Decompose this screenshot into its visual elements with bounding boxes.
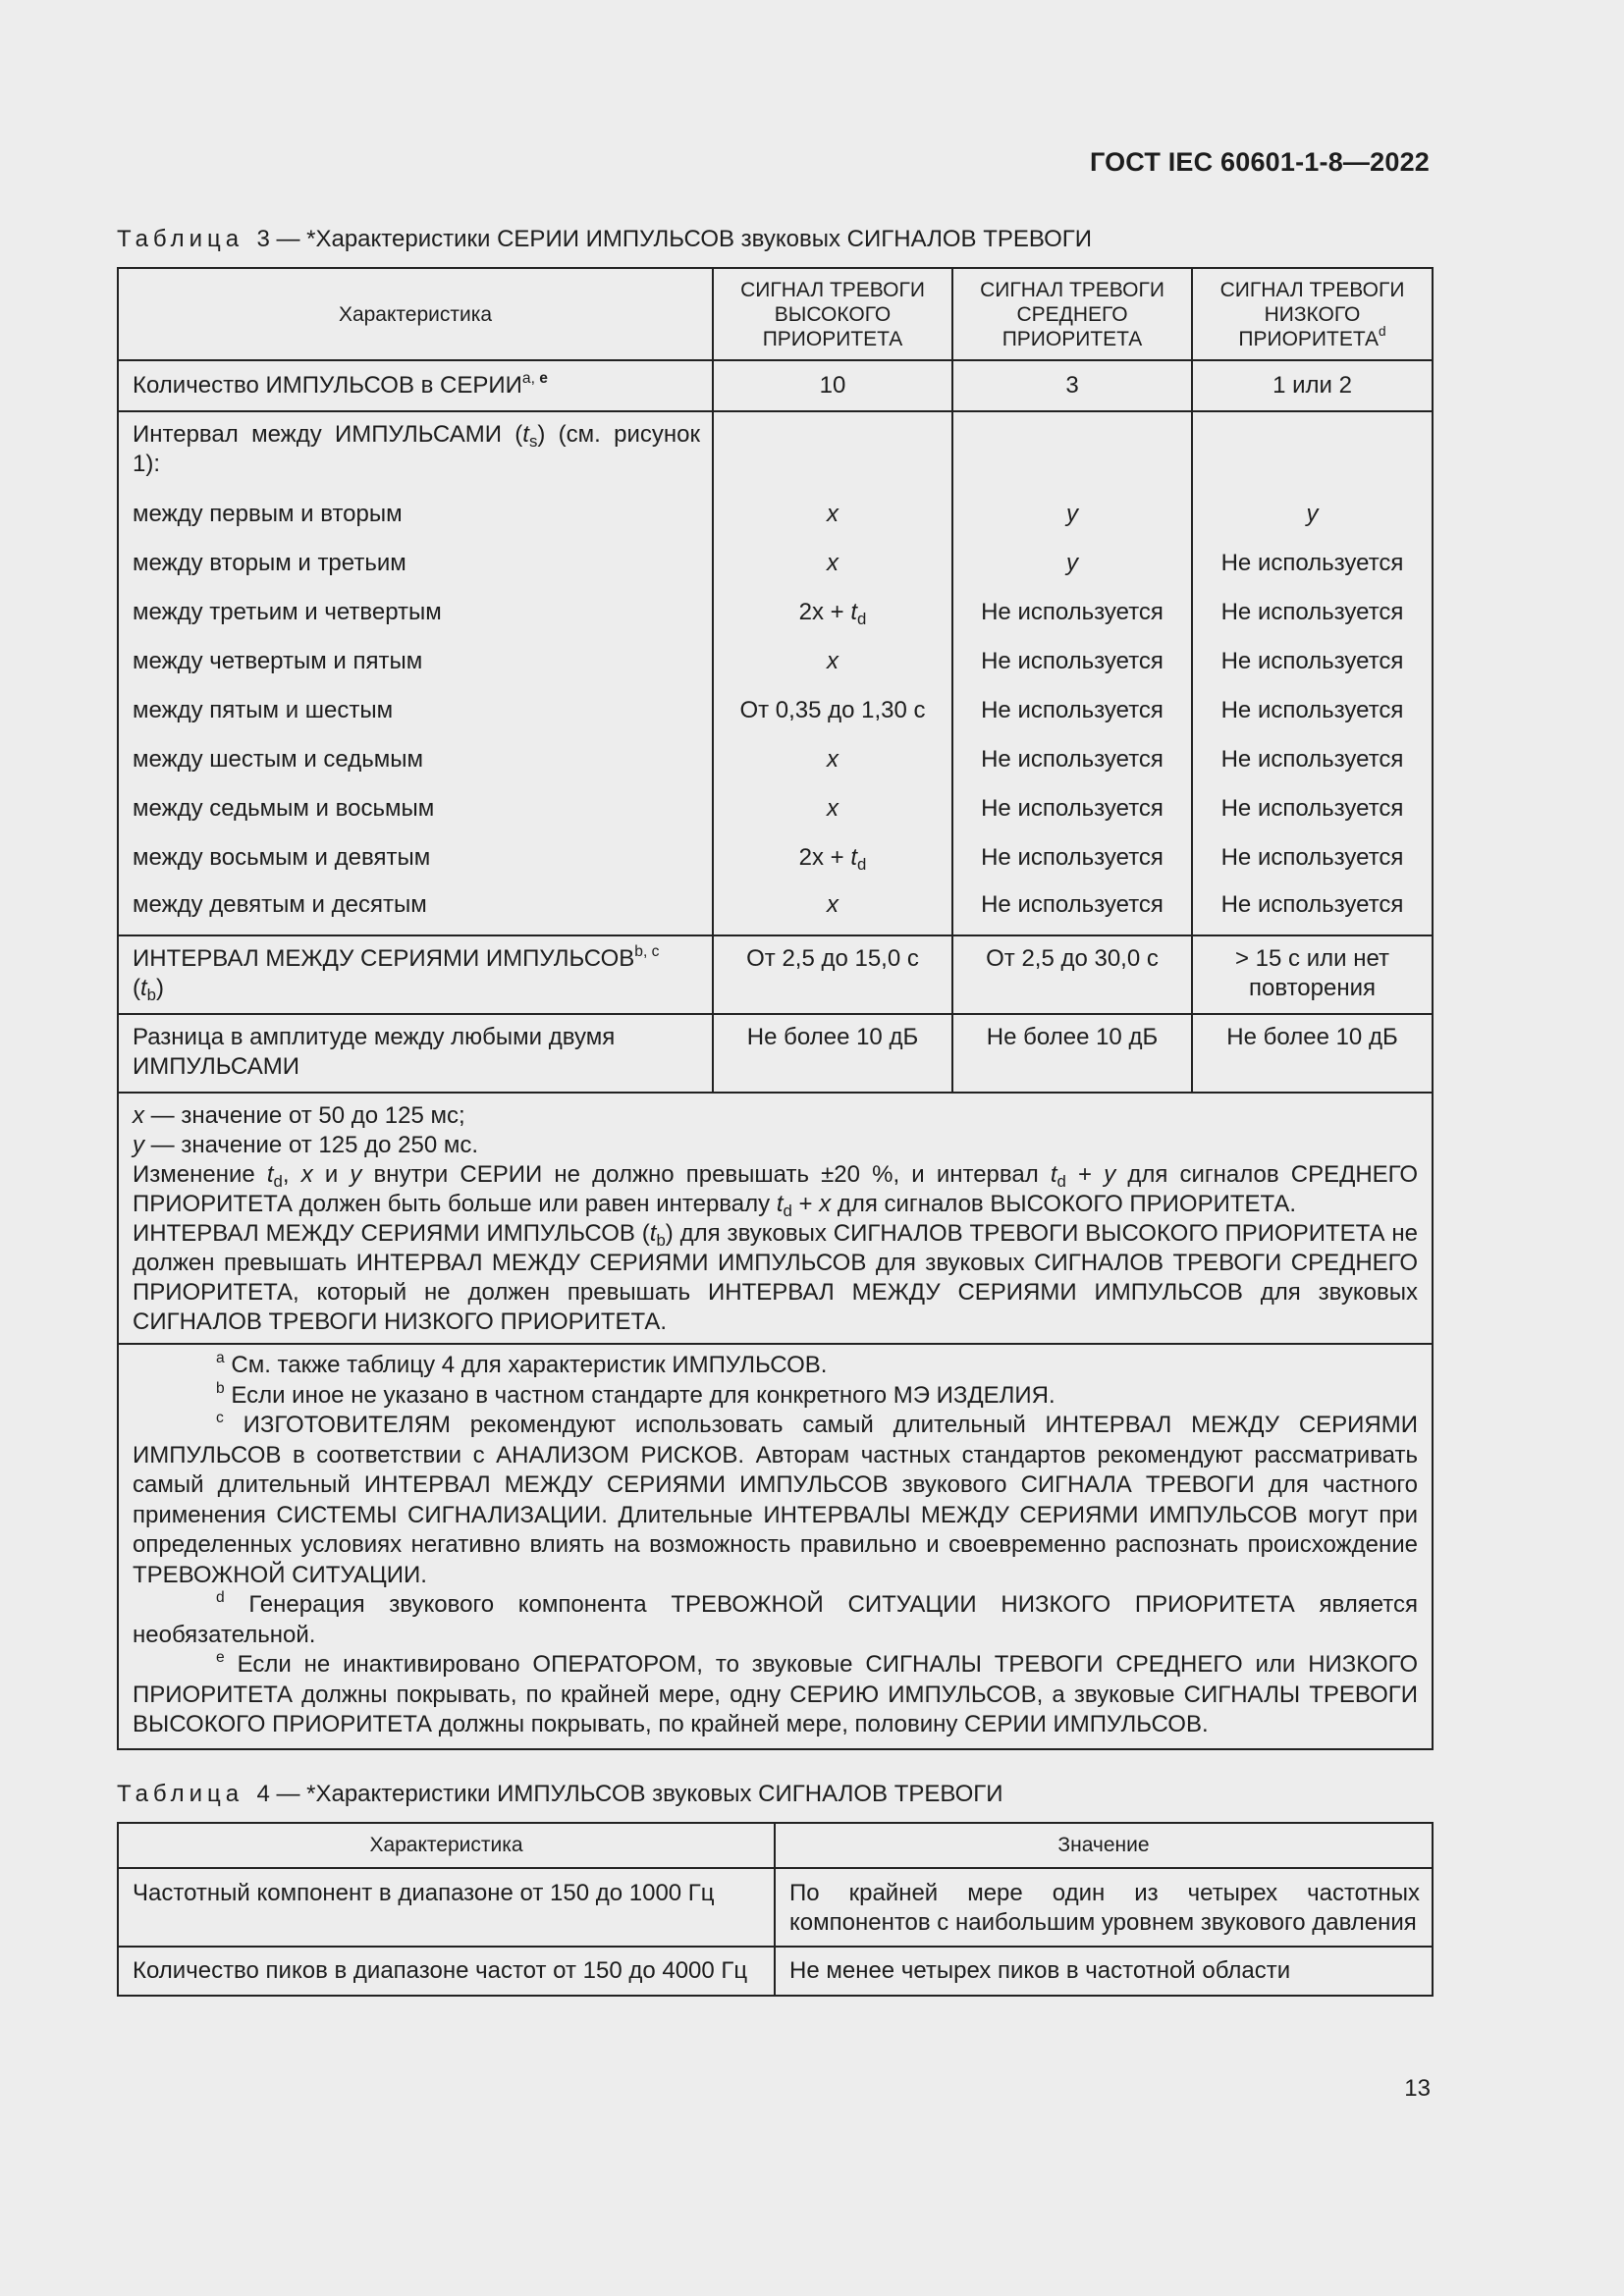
interval-low: Не используется (1192, 539, 1433, 588)
table3-footnotes-row (118, 1344, 1433, 1749)
interval-high-value: x (827, 746, 839, 773)
table4-caption-label: Таблица (117, 1781, 244, 1807)
amplitude-high: Не более 10 дБ (713, 1014, 952, 1093)
table4-header-value: Значение (775, 1823, 1433, 1868)
table3-footnotes (118, 1344, 1433, 1749)
footnote-text: ИЗГОТОВИТЕЛЯМ рекомендуют использовать самый длительный ИНТЕРВАЛ МЕЖДУ СЕРИЯМИ ИМПУЛЬСОВ в соответствии с АНАЛИЗОМ РИСКОВ. Авторам частных стандартов рекомендуют рассматривать самый длительный ИНТЕРВАЛ МЕЖДУ СЕРИЯМИ ИМПУЛЬСОВ звукового СИГНАЛА ТРЕВОГИ для частного применения СИСТЕМЫ СИГНАЛИЗАЦИИ. Длительные ИНТЕРВАЛЫ МЕЖДУ СЕРИЯМИ ИМПУЛЬСОВ могут при определенных условиях негативно влиять на возможность правильно и своевременно распознать происхождение ТРЕВОЖНОЙ СИТУАЦИИ. (133, 1412, 1418, 1588)
burst-low: > 15 с или нет повторения (1192, 935, 1433, 1014)
table4-row-value: По крайней мере один из четырех частотных компонентов с наибольшим уровнем звукового давления (775, 1868, 1433, 1947)
interval-low: Не используется (1192, 833, 1433, 882)
interval-label: между пятым и шестым (118, 686, 713, 735)
interval-row (118, 882, 1433, 935)
document-code: ГОСТ IEC 60601-1-8—2022 (1089, 147, 1430, 177)
table3-header-low-text: СИГНАЛ ТРЕВОГИ НИЗКОГО ПРИОРИТЕТА (1219, 278, 1405, 350)
table4-caption (117, 1781, 1003, 1808)
interval-label: между шестым и седьмым (118, 735, 713, 784)
table3-header-low-sup: d (1379, 323, 1386, 339)
interval-label: между восьмым и девятым (118, 833, 713, 882)
footnote-text: См. также таблицу 4 для характеристик ИМПУЛЬСОВ. (231, 1352, 828, 1378)
interval-row (118, 539, 1433, 588)
footnote (133, 1351, 1418, 1381)
table4-row-label: Частотный компонент в диапазоне от 150 до 1000 Гц (118, 1868, 775, 1947)
note-x-definition: x — значение от 50 до 125 мс; (133, 1102, 465, 1129)
interval-medium (952, 539, 1192, 588)
table3-header-characteristic: Характеристика (118, 268, 713, 360)
interval-row (118, 637, 1433, 686)
burst-label-cell: ИНТЕРВАЛ МЕЖДУ СЕРИЯМИ ИМПУЛЬСОВ$^{b, c}$ $(t_b)$ (118, 935, 713, 1014)
interval-title-empty-medium (952, 411, 1192, 490)
burst-medium: От 2,5 до 30,0 с (952, 935, 1192, 1014)
table3-caption-label: Таблица (117, 226, 244, 252)
interval-high (713, 784, 952, 833)
interval-medium (952, 490, 1192, 539)
table3-notes (118, 1093, 1433, 1344)
footnote-text: Если иное не указано в частном стандарте для конкретного МЭ ИЗДЕЛИЯ. (231, 1381, 1056, 1409)
amplitude-low: Не более 10 дБ (1192, 1014, 1433, 1093)
interval-title-t: t (522, 421, 529, 448)
table3-header-medium: СИГНАЛ ТРЕВОГИ СРЕДНЕГО ПРИОРИТЕТА (952, 268, 1192, 360)
interval-label: между девятым и десятым (118, 882, 713, 935)
interval-high-value: x (827, 891, 839, 918)
table3-notes-row (118, 1093, 1433, 1344)
interval-medium: Не используется (952, 784, 1192, 833)
interval-medium: Не используется (952, 833, 1192, 882)
count-row-sup-e: e (539, 370, 548, 387)
interval-low (1192, 490, 1433, 539)
count-row-label-cell (118, 360, 713, 411)
interval-title-empty-high (713, 411, 952, 490)
count-row-high: 10 (713, 360, 952, 411)
interval-high (713, 637, 952, 686)
interval-high-value: x (827, 648, 839, 674)
note-variation: Изменение $t_d$, x и y внутри СЕРИИ не должно превышать ±20 %, и интервал $t_d + y$ для сигналов СРЕДНЕГО ПРИОРИТЕТА должен быть больше или равен интервалу $t_d + x$ для сигналов ВЫСОКОГО ПРИОРИТЕТА. (133, 1161, 1418, 1220)
footnote (133, 1650, 1418, 1740)
footnote-mark: e (216, 1649, 225, 1666)
table3-caption-text: 3 — *Характеристики СЕРИИ ИМПУЛЬСОВ звуковых СИГНАЛОВ ТРЕВОГИ (256, 226, 1093, 252)
footnote (133, 1381, 1418, 1412)
interval-row (118, 784, 1433, 833)
table3-count-row (118, 360, 1433, 411)
table4-row-label: Количество пиков в диапазоне частот от 150 до 4000 Гц (118, 1947, 775, 1996)
interval-row (118, 833, 1433, 882)
footnote-mark: d (216, 1589, 225, 1606)
interval-medium: Не используется (952, 637, 1192, 686)
count-row-label: Количество ИМПУЛЬСОВ в СЕРИИ (133, 372, 522, 399)
interval-label: между первым и вторым (118, 490, 713, 539)
table3-header-high: СИГНАЛ ТРЕВОГИ ВЫСОКОГО ПРИОРИТЕТА (713, 268, 952, 360)
amplitude-row (118, 1014, 1433, 1093)
interval-row (118, 588, 1433, 637)
interval-high (713, 490, 952, 539)
table3-caption (117, 226, 1092, 253)
footnote-mark: c (216, 1410, 224, 1426)
interval-title (118, 411, 713, 490)
interval-high (713, 735, 952, 784)
interval-low: Не используется (1192, 637, 1433, 686)
interval-row (118, 735, 1433, 784)
burst-t: t (140, 975, 147, 1001)
interval-medium: Не используется (952, 686, 1192, 735)
count-row-medium: 3 (952, 360, 1192, 411)
footnote-mark: b (216, 1379, 225, 1397)
note-burst-interval: ИНТЕРВАЛ МЕЖДУ СЕРИЯМИ ИМПУЛЬСОВ $(t_b)$ для звуковых СИГНАЛОВ ТРЕВОГИ ВЫСОКОГО ПРИОРИТЕТА не должен превышать ИНТЕРВАЛ МЕЖДУ СЕРИЯМИ ИМПУЛЬСОВ для звуковых СИГНАЛОВ ТРЕВОГИ СРЕДНЕГО ПРИОРИТЕТА, который не должен превышать ИНТЕРВАЛ МЕЖДУ СЕРИЯМИ ИМПУЛЬСОВ для звуковых СИГНАЛОВ ТРЕВОГИ НИЗКОГО ПРИОРИТЕТА. (133, 1220, 1418, 1335)
interval-title-part2: ) (см. рисунок 1): (133, 421, 700, 477)
table4-row (118, 1947, 1433, 1996)
interval-low: Не используется (1192, 686, 1433, 735)
table4-caption-text: 4 — *Характеристики ИМПУЛЬСОВ звуковых СИГНАЛОВ ТРЕВОГИ (256, 1781, 1003, 1807)
interval-high: $2x + t_d$ (713, 833, 952, 882)
table3-header-row (118, 268, 1433, 360)
interval-medium: Не используется (952, 735, 1192, 784)
count-row-sup-a: a, (521, 370, 540, 387)
table3-header-low (1192, 268, 1433, 360)
interval-high-value: x (827, 550, 839, 576)
interval-low: Не используется (1192, 588, 1433, 637)
burst-label: ИНТЕРВАЛ МЕЖДУ СЕРИЯМИ ИМПУЛЬСОВ (133, 945, 635, 972)
interval-title-empty-low (1192, 411, 1433, 490)
interval-low: Не используется (1192, 882, 1433, 935)
table3 (117, 267, 1434, 1750)
interval-low: Не используется (1192, 784, 1433, 833)
interval-high: От 0,35 до 1,30 с (713, 686, 952, 735)
interval-high (713, 539, 952, 588)
table4-row-value: Не менее четырех пиков в частотной области (775, 1947, 1433, 1996)
interval-medium: Не используется (952, 882, 1192, 935)
interval-medium: Не используется (952, 588, 1192, 637)
interval-high: $2x + t_d$ (713, 588, 952, 637)
table4-header-characteristic: Характеристика (118, 1823, 775, 1868)
interval-label: между четвертым и пятым (118, 637, 713, 686)
interval-title-part1: Интервал между ИМПУЛЬСАМИ ( (133, 421, 523, 448)
table4 (117, 1822, 1434, 1997)
interval-label: между седьмым и восьмым (118, 784, 713, 833)
amplitude-label: Разница в амплитуде между любыми двумя ИМПУЛЬСАМИ (118, 1014, 713, 1093)
interval-high (713, 882, 952, 935)
interval-low: Не используется (1192, 735, 1433, 784)
burst-sup: b, c (634, 943, 660, 960)
table4-header-row (118, 1823, 1433, 1868)
interval-label: между вторым и третьим (118, 539, 713, 588)
burst-high: От 2,5 до 15,0 с (713, 935, 952, 1014)
interval-high-value: x (827, 795, 839, 822)
amplitude-medium: Не более 10 дБ (952, 1014, 1192, 1093)
burst-interval-row (118, 935, 1433, 1014)
footnote (133, 1411, 1418, 1590)
footnote (133, 1590, 1418, 1650)
interval-high-value: x (827, 501, 839, 527)
interval-row (118, 490, 1433, 539)
interval-medium-value: y (1066, 550, 1078, 576)
burst-sub: b (146, 986, 157, 1004)
footnote-text: Генерация звукового компонента ТРЕВОЖНОЙ СИТУАЦИИ НИЗКОГО ПРИОРИТЕТА является необязательной. (133, 1591, 1418, 1648)
interval-row (118, 686, 1433, 735)
interval-medium-value: y (1066, 501, 1078, 527)
note-y-definition: y — значение от 125 до 250 мс. (133, 1132, 479, 1158)
interval-label: между третьим и четвертым (118, 588, 713, 637)
interval-title-sub: s (528, 432, 538, 451)
footnote-text: Если не инактивировано ОПЕРАТОРОМ, то звуковые СИГНАЛЫ ТРЕВОГИ СРЕДНЕГО или НИЗКОГО ПРИОРИТЕТА должны покрывать, по крайней мере, одну СЕРИЮ ИМПУЛЬСОВ, а звуковые СИГНАЛЫ ТРЕВОГИ ВЫСОКОГО ПРИОРИТЕТА должны покрывать, по крайней мере, половину СЕРИИ ИМПУЛЬСОВ. (133, 1651, 1418, 1737)
footnote-mark: a (216, 1350, 225, 1366)
interval-title-row (118, 411, 1433, 490)
interval-low-value: y (1306, 501, 1319, 527)
page-number: 13 (1404, 2075, 1431, 2102)
table4-row (118, 1868, 1433, 1947)
count-row-low: 1 или 2 (1192, 360, 1433, 411)
